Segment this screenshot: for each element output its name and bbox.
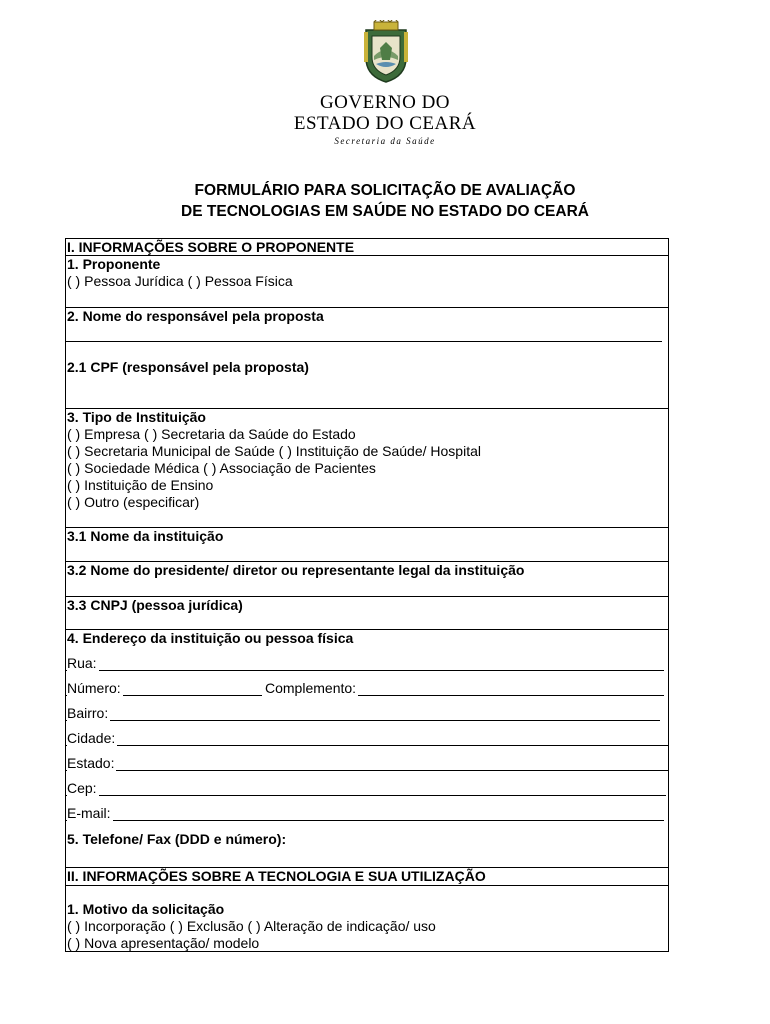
state-coat-of-arms-icon: [360, 20, 412, 84]
header-line-1: GOVERNO DO: [319, 92, 451, 113]
complement-label: Complemento:: [262, 680, 358, 696]
institution-type-option[interactable]: ( ) Empresa ( ) Secretaria da Saúde do Estado: [67, 426, 356, 442]
institution-type-option[interactable]: ( ) Instituição de Ensino: [67, 477, 214, 493]
request-reason-option[interactable]: ( ) Nova apresentação/ modelo: [67, 935, 260, 951]
email-label: E-mail:: [67, 805, 111, 821]
section-1-heading: I. INFORMAÇÕES SOBRE O PROPONENTE: [67, 239, 355, 255]
street-label: Rua:: [67, 655, 97, 671]
address-label: 4. Endereço da instituição ou pessoa física: [67, 630, 354, 646]
header-line-2: ESTADO DO CEARÁ: [293, 113, 477, 134]
zip-field[interactable]: [66, 795, 666, 796]
section-2-heading: II. INFORMAÇÕES SOBRE A TECNOLOGIA E SUA UTILIZAÇÃO: [67, 868, 486, 884]
institution-name-label: 3.1 Nome da instituição: [67, 528, 224, 544]
street-field[interactable]: [66, 670, 664, 671]
city-field[interactable]: [66, 745, 668, 746]
responsible-name-label: 2. Nome do responsável pela proposta: [67, 308, 324, 324]
state-label: Estado:: [67, 755, 115, 771]
request-form: [65, 238, 669, 952]
city-label: Cidade:: [67, 730, 116, 746]
state-field[interactable]: [66, 770, 668, 771]
request-reason-option[interactable]: ( ) Incorporação ( ) Exclusão ( ) Alteração de indicação/ uso: [67, 918, 436, 934]
form-title-line-2: DE TECNOLOGIAS EM SAÚDE NO ESTADO DO CEARÁ: [181, 203, 589, 220]
cpf-label: 2.1 CPF (responsável pela proposta): [67, 359, 309, 375]
district-field[interactable]: [66, 720, 660, 721]
government-logo: [290, 20, 480, 148]
form-title-line-1: FORMULÁRIO PARA SOLICITAÇÃO DE AVALIAÇÃO: [194, 182, 576, 199]
institution-type-label: 3. Tipo de Instituição: [67, 409, 206, 425]
legal-representative-label: 3.2 Nome do presidente/ diretor ou representante legal da instituição: [67, 562, 525, 578]
phone-label: 5. Telefone/ Fax (DDD e número):: [67, 831, 287, 847]
institution-type-option[interactable]: ( ) Outro (especificar): [67, 494, 200, 510]
email-field[interactable]: [66, 820, 664, 821]
proponente-options[interactable]: ( ) Pessoa Jurídica ( ) Pessoa Física: [67, 273, 293, 289]
number-label: Número:: [67, 680, 121, 696]
cnpj-label: 3.3 CNPJ (pessoa jurídica): [67, 597, 243, 613]
responsible-name-field[interactable]: [66, 341, 662, 342]
proponente-label: 1. Proponente: [67, 256, 161, 272]
header-line-3: Secretaria da Saúde: [334, 136, 436, 146]
zip-label: Cep:: [67, 780, 97, 796]
institution-type-option[interactable]: ( ) Sociedade Médica ( ) Associação de Pacientes: [67, 460, 376, 476]
request-reason-label: 1. Motivo da solicitação: [67, 901, 225, 917]
institution-type-option[interactable]: ( ) Secretaria Municipal de Saúde ( ) Instituição de Saúde/ Hospital: [67, 443, 481, 459]
divider: [66, 885, 668, 886]
number-complement-field[interactable]: [66, 695, 664, 696]
district-label: Bairro:: [67, 705, 109, 721]
